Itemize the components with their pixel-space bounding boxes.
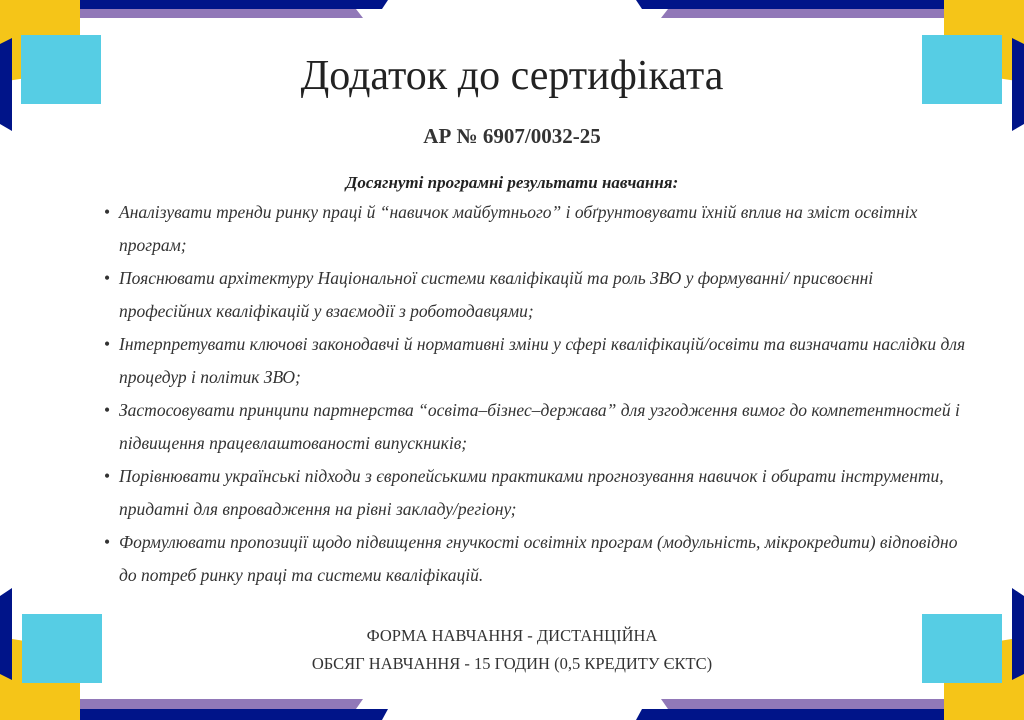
purple-stripe-bottom-right bbox=[661, 699, 944, 709]
bullet-icon: • bbox=[104, 466, 111, 486]
results-heading: Досягнуті програмні результати навчання: bbox=[345, 173, 679, 192]
list-item-text: Формулювати пропозиції щодо підвищення гнучкості освітніх програм (модульність, мікрокредити) відповідно до потреб ринку праці та системи кваліфікацій. bbox=[119, 532, 958, 585]
navy-stripe-bottom-right bbox=[636, 709, 944, 720]
list-item-text: Аналізувати тренди ринку праці й “навичок майбутнього” і обґрунтовувати їхній вплив на зміст освітніх програм; bbox=[119, 202, 918, 255]
list-item bbox=[104, 394, 967, 460]
results-list bbox=[100, 196, 967, 592]
list-item bbox=[104, 328, 967, 394]
navy-stripe-top bbox=[80, 0, 388, 9]
bullet-icon: • bbox=[104, 532, 111, 552]
purple-stripe-bottom bbox=[80, 699, 363, 709]
list-item bbox=[104, 460, 967, 526]
purple-stripe-top-right bbox=[661, 9, 944, 18]
document-title: Додаток до сертифіката bbox=[300, 53, 724, 99]
certificate-number: АР № 6907/0032-25 bbox=[423, 124, 601, 148]
bullet-icon: • bbox=[104, 400, 111, 420]
list-item bbox=[104, 262, 967, 328]
bullet-icon: • bbox=[104, 334, 111, 354]
bullet-icon: • bbox=[104, 202, 111, 222]
list-item-text: Пояснювати архітектуру Національної системи кваліфікацій та роль ЗВО у формуванні/ присвоєнні професійних кваліфікацій у взаємодії з роботодавцями; bbox=[119, 268, 874, 321]
list-item-text: Порівнювати українські підходи з європейськими практиками прогнозування навичок і обирати інструменти, придатні для впровадження на рівні закладу/регіону; bbox=[119, 466, 944, 519]
list-item-text: Інтерпретувати ключові законодавчі й нормативні зміни у сфері кваліфікацій/освіти та визначати наслідки для процедур і політик ЗВО; bbox=[119, 334, 966, 387]
study-volume: ОБСЯГ НАВЧАННЯ - 15 ГОДИН (0,5 КРЕДИТУ ЄКТС) bbox=[311, 654, 713, 673]
study-form: ФОРМА НАВЧАННЯ - ДИСТАНЦІЙНА bbox=[366, 626, 658, 645]
footer bbox=[0, 622, 1024, 678]
bullet-icon: • bbox=[104, 268, 111, 288]
list-item bbox=[104, 196, 967, 262]
navy-stripe-top-right bbox=[636, 0, 944, 9]
purple-stripe-top bbox=[80, 9, 363, 18]
list-item bbox=[104, 526, 967, 592]
navy-stripe-bottom bbox=[80, 709, 388, 720]
list-item-text: Застосовувати принципи партнерства “освіта–бізнес–держава” для узгодження вимог до компетентностей і підвищення працевлаштованості випускників; bbox=[119, 400, 960, 453]
